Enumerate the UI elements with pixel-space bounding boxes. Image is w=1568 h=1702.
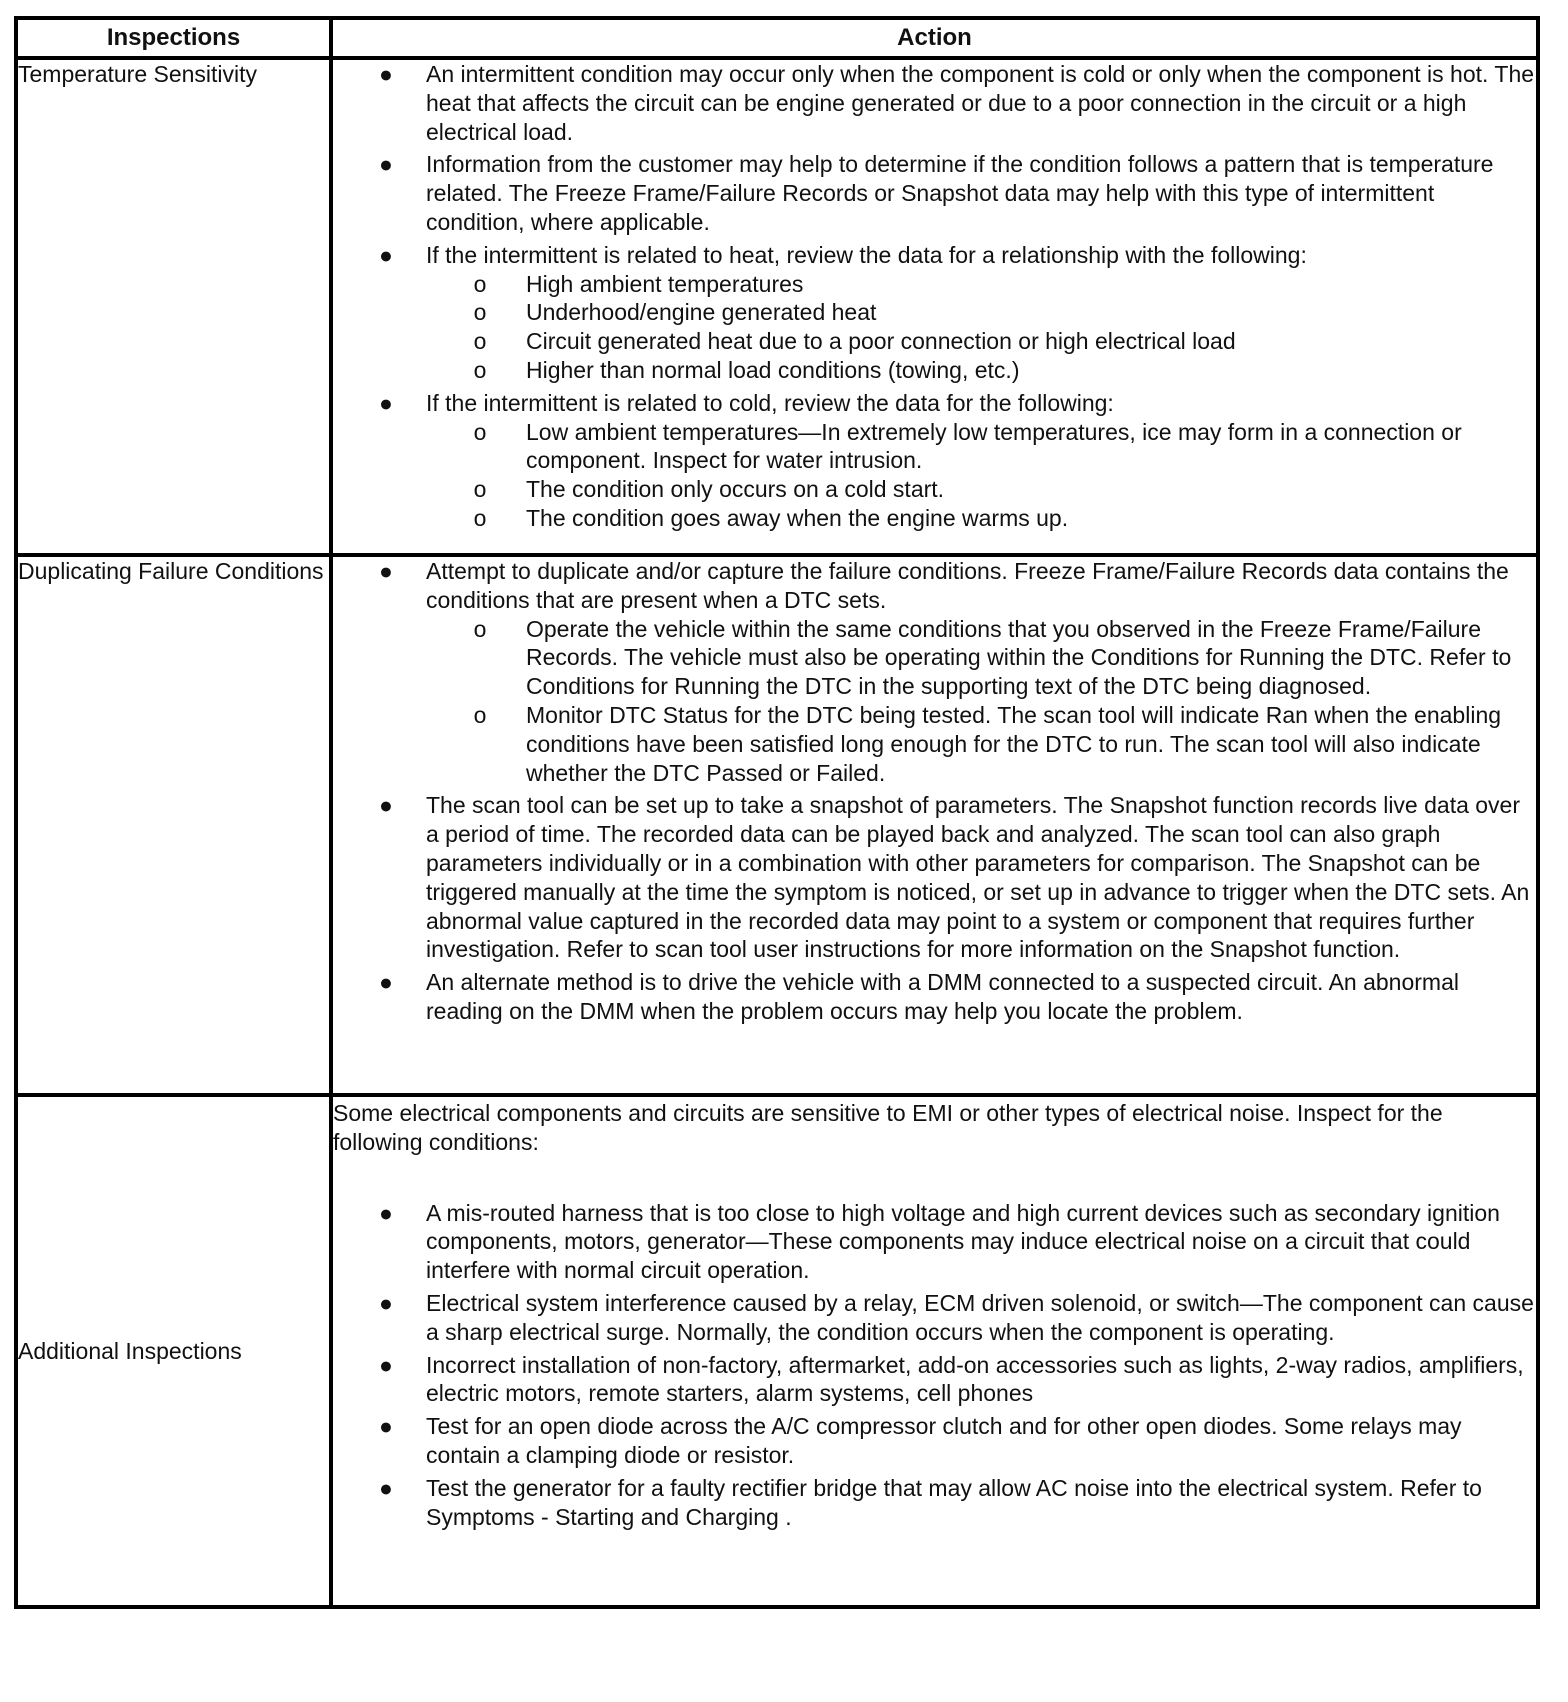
bullet-icon: ●	[379, 389, 393, 416]
sub-list-item	[426, 327, 1536, 356]
header-inspections: Inspections	[16, 18, 331, 58]
circle-bullet-icon: o	[473, 270, 487, 297]
inspections-table	[14, 16, 1540, 1609]
bullet-text: Attempt to duplicate and/or capture the failure conditions. Freeze Frame/Failure Records data contains the conditions that are present when a DTC sets.	[426, 558, 1509, 613]
bullet-text: Incorrect installation of non-factory, aftermarket, add-on accessories such as lights, 2-way radios, amplifiers, electric motors, remote starters, alarm systems, cell phones	[426, 1351, 1524, 1407]
table-row	[16, 58, 1538, 555]
circle-bullet-icon: o	[473, 418, 487, 445]
sub-item-text: Higher than normal load conditions (towing, etc.)	[526, 356, 1020, 383]
table-row	[16, 1095, 1538, 1607]
sub-item-text: Low ambient temperatures—In extremely low temperatures, ice may form in a connection or component. Inspect for water intrusion.	[526, 418, 1462, 474]
bullet-icon: ●	[379, 1474, 393, 1501]
intro-text: Some electrical components and circuits are sensitive to EMI or other types of electrical noise. Inspect for the following conditions:	[333, 1100, 1443, 1155]
spacer	[333, 1157, 1536, 1199]
sub-item-text: Circuit generated heat due to a poor connection or high electrical load	[526, 328, 1236, 355]
circle-bullet-icon: o	[473, 615, 487, 642]
bullet-icon: ●	[379, 558, 393, 584]
list-item	[333, 389, 1536, 533]
inspection-name: Duplicating Failure Conditions	[18, 558, 324, 584]
action-list	[333, 557, 1536, 1026]
inspection-cell	[16, 555, 331, 1095]
sub-list-item	[426, 270, 1536, 299]
table-header-row	[16, 18, 1538, 58]
circle-bullet-icon: o	[473, 356, 487, 383]
circle-bullet-icon: o	[473, 476, 487, 503]
sub-item-text: High ambient temperatures	[526, 270, 804, 297]
bullet-icon: ●	[379, 61, 393, 87]
sub-list	[426, 418, 1536, 533]
sub-item-text: Operate the vehicle within the same conditions that you observed in the Freeze Frame/Failure Records. The vehicle must also be operating within the Conditions for Running the DTC. Refer to Conditions for Running the DTC in the supporting text of the DTC being diagnosed.	[526, 615, 1512, 700]
sub-item-text: Underhood/engine generated heat	[526, 299, 877, 326]
circle-bullet-icon: o	[473, 328, 487, 355]
sub-item-text: The condition goes away when the engine warms up.	[526, 504, 1069, 531]
list-item	[333, 1351, 1536, 1409]
bullet-icon: ●	[379, 1199, 393, 1226]
inspection-name: Temperature Sensitivity	[18, 61, 258, 87]
list-item	[333, 150, 1536, 236]
bullet-text: If the intermittent is related to cold, review the data for the following:	[426, 389, 1114, 416]
bullet-text: An intermittent condition may occur only when the component is cold or only when the component is hot. The heat that affects the circuit can be engine generated or due to a poor connection in the circuit or a high electrical load.	[426, 61, 1535, 145]
bullet-icon: ●	[379, 792, 393, 819]
bullet-text: An alternate method is to drive the vehicle with a DMM connected to a suspected circuit. An abnormal reading on the DMM when the problem occurs may help you locate the problem.	[426, 969, 1459, 1024]
bullet-icon: ●	[379, 1413, 393, 1440]
sub-list-item	[426, 701, 1536, 787]
bullet-icon: ●	[379, 969, 393, 996]
list-item	[333, 1289, 1536, 1347]
action-cell	[331, 1095, 1538, 1607]
sub-list-item	[426, 356, 1536, 385]
bullet-icon: ●	[379, 151, 393, 178]
circle-bullet-icon: o	[473, 299, 487, 326]
action-list	[333, 60, 1536, 533]
header-action: Action	[331, 18, 1538, 58]
action-cell	[331, 555, 1538, 1095]
bullet-text: Electrical system interference caused by a relay, ECM driven solenoid, or switch—The component can cause a sharp electrical surge. Normally, the condition occurs when the component is operating.	[426, 1289, 1534, 1345]
sub-item-text: The condition only occurs on a cold start.	[526, 476, 945, 503]
inspection-cell	[16, 1095, 331, 1607]
inspection-name: Additional Inspections	[18, 1337, 242, 1364]
bullet-text: If the intermittent is related to heat, review the data for a relationship with the following:	[426, 241, 1307, 268]
sub-item-text: Monitor DTC Status for the DTC being tested. The scan tool will indicate Ran when the enabling conditions have been satisfied long enough for the DTC to run. The scan tool will also indicate whether the DTC Passed or Failed.	[526, 701, 1502, 786]
bullet-icon: ●	[379, 1351, 393, 1378]
inspection-cell	[16, 58, 331, 555]
bullet-text: Test the generator for a faulty rectifier bridge that may allow AC noise into the electrical system. Refer to Symptoms - Starting and Charging .	[426, 1474, 1482, 1530]
list-item	[333, 557, 1536, 787]
circle-bullet-icon: o	[473, 504, 487, 531]
sub-list	[426, 615, 1536, 788]
sub-list-item	[426, 504, 1536, 533]
bullet-text: A mis-routed harness that is too close to high voltage and high current devices such as secondary ignition components, motors, generator—These components may induce electrical noise on a circuit that could interfere with normal circuit operation.	[426, 1199, 1500, 1284]
list-item	[333, 968, 1536, 1026]
bullet-text: Test for an open diode across the A/C compressor clutch and for other open diodes. Some relays may contain a clamping diode or resistor.	[426, 1413, 1462, 1468]
sub-list-item	[426, 475, 1536, 504]
list-item	[333, 1474, 1536, 1532]
sub-list-item	[426, 615, 1536, 701]
bullet-icon: ●	[379, 1289, 393, 1316]
bullet-text: Information from the customer may help to determine if the condition follows a pattern that is temperature related. The Freeze Frame/Failure Records or Snapshot data may help with this type of intermittent condition, where applicable.	[426, 151, 1494, 235]
list-item	[333, 1199, 1536, 1285]
sub-list-item	[426, 298, 1536, 327]
list-item	[333, 241, 1536, 385]
list-item	[333, 60, 1536, 146]
list-item	[333, 1412, 1536, 1470]
action-cell	[331, 58, 1538, 555]
action-list	[333, 1199, 1536, 1532]
table-row	[16, 555, 1538, 1095]
bullet-text: The scan tool can be set up to take a snapshot of parameters. The Snapshot function records live data over a period of time. The recorded data can be played back and analyzed. The scan tool can also graph parameters individually or in a combination with other parameters for comparison. The Snapshot can be triggered manually at the time the symptom is noticed, or set up in advance to trigger when the DTC sets. An abnormal value captured in the recorded data may point to a system or component that requires further investigation. Refer to scan tool user instructions for more information on the Snapshot function.	[426, 792, 1530, 963]
bullet-icon: ●	[379, 241, 393, 268]
list-item	[333, 791, 1536, 964]
sub-list	[426, 270, 1536, 385]
circle-bullet-icon: o	[473, 701, 487, 728]
sub-list-item	[426, 418, 1536, 476]
